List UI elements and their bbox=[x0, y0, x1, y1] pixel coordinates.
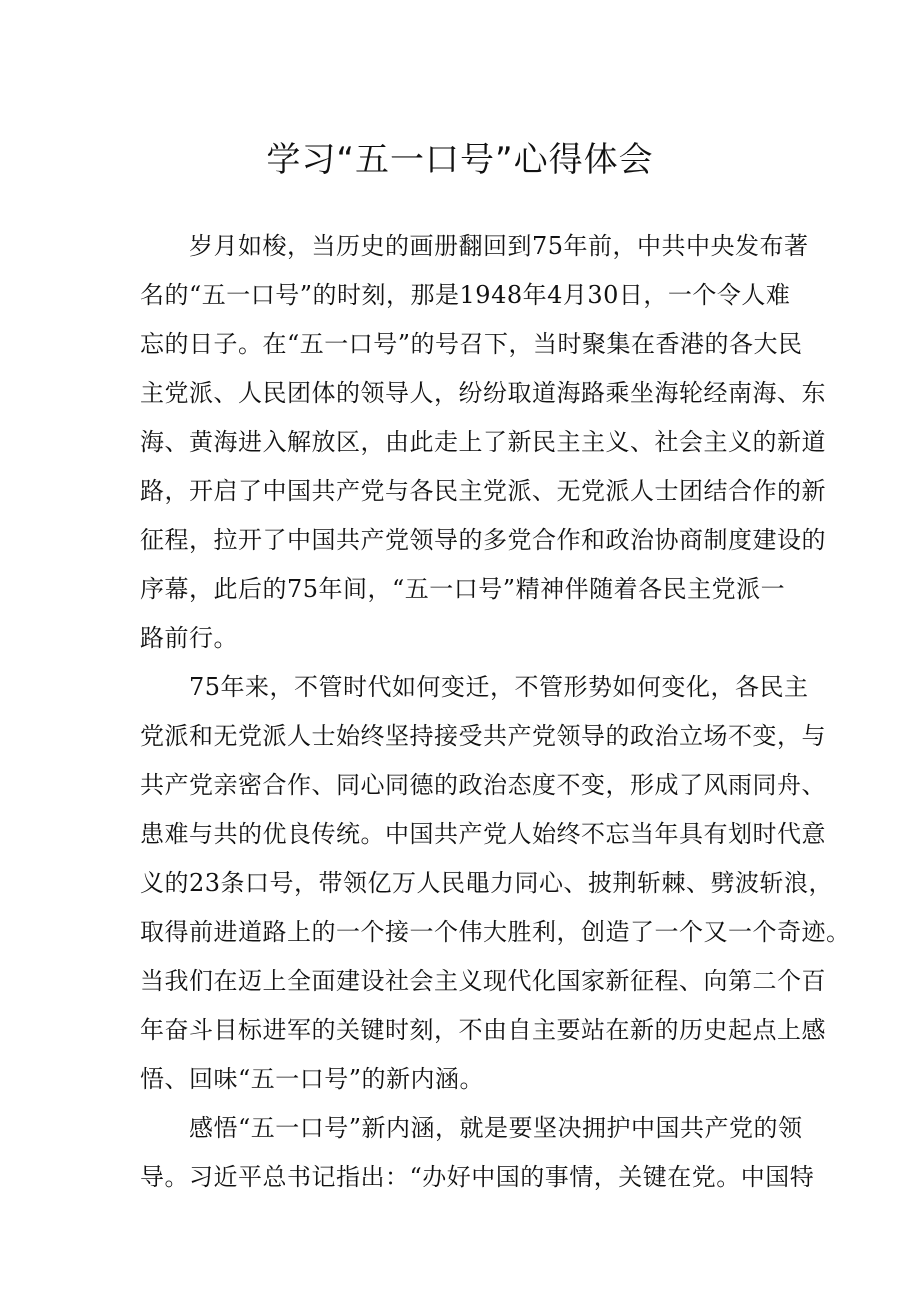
paragraph-line: 名的“五一口号”的时刻，那是1948年4月30日，一个令人难 bbox=[140, 281, 791, 309]
paragraph-line: 路，开启了中国共产党与各民主党派、无党派人士团结合作的新 bbox=[140, 477, 826, 505]
paragraph-line: 年奋斗目标进军的关键时刻，不由自主要站在新的历史起点上感 bbox=[140, 1016, 826, 1044]
paragraph-2 bbox=[140, 663, 851, 1104]
paragraph-line: 共产党亲密合作、同心同德的政治态度不变，形成了风雨同舟、 bbox=[140, 771, 826, 799]
paragraph-line: 义的23条口号，带领亿万人民黽力同心、披荆斩棘、劈波斩浪， bbox=[140, 869, 834, 897]
paragraph-3 bbox=[140, 1104, 815, 1202]
paragraph-line: 序幕，此后的75年间，“五一口号”精神伴随着各民主党派一 bbox=[140, 575, 786, 603]
paragraph-line: 75年来，不管时代如何变迁，不管形势如何变化，各民主 bbox=[189, 673, 809, 701]
document-body bbox=[140, 222, 851, 1202]
paragraph-line: 路前行。 bbox=[140, 624, 238, 652]
paragraph-line: 悟、回味“五一口号”的新内涵。 bbox=[140, 1065, 485, 1093]
paragraph-1 bbox=[140, 222, 826, 663]
paragraph-line: 取得前进道路上的一个接一个伟大胜利，创造了一个又一个奇迹。 bbox=[140, 918, 851, 946]
paragraph-line: 忘的日子。在“五一口号”的号召下，当时聚集在香港的各大民 bbox=[140, 330, 803, 358]
paragraph-line: 患难与共的优良传统。中国共产党人始终不忘当年具有划时代意 bbox=[140, 820, 826, 848]
paragraph-line: 党派和无党派人士始终坚持接受共产党领导的政治立场不变，与 bbox=[140, 722, 826, 750]
paragraph-line: 主党派、人民团体的领导人，纷纷取道海路乘坐海轮经南海、东 bbox=[140, 379, 826, 407]
paragraph-line: 感悟“五一口号”新内涵，就是要坚决拥护中国共产党的领 bbox=[189, 1114, 803, 1142]
paragraph-line: 当我们在迈上全面建设社会主义现代化国家新征程、向第二个百 bbox=[140, 967, 826, 995]
paragraph-line: 导。习近平总书记指出：“办好中国的事情，关键在党。中国特 bbox=[140, 1163, 815, 1191]
document-title: 学习“五一口号”心得体会 bbox=[266, 140, 654, 180]
paragraph-line: 岁月如梭，当历史的画册翻回到75年前，中共中央发布著 bbox=[189, 232, 809, 260]
paragraph-line: 征程，拉开了中国共产党领导的多党合作和政治协商制度建设的 bbox=[140, 526, 826, 554]
paragraph-line: 海、黄海进入解放区，由此走上了新民主主义、社会主义的新道 bbox=[140, 428, 826, 456]
